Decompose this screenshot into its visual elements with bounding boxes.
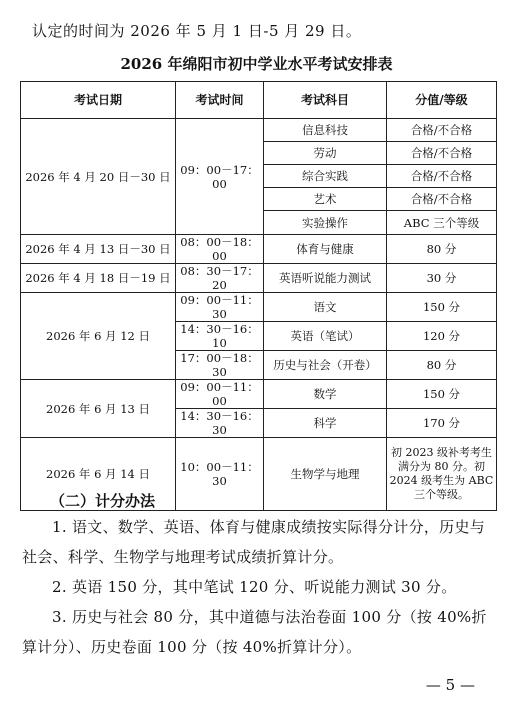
exam-score: 合格/不合格 xyxy=(387,165,497,188)
exam-subject: 科学 xyxy=(264,409,387,438)
intro-text: 认定的时间为 2026 年 5 月 1 日-5 月 29 日。 xyxy=(32,22,362,40)
paragraph: 2. 英语 150 分，其中笔试 120 分、听说能力测试 30 分。 xyxy=(52,578,457,596)
exam-time: 09：00－11：30 xyxy=(176,293,264,322)
header-date: 考试日期 xyxy=(21,82,176,119)
table-title: 2026 年绵阳市初中学业水平考试安排表 xyxy=(120,55,393,73)
paragraph: 1. 语文、数学、英语、体育与健康成绩按实际得分计分，历史与社会、科学、生物学与地理考试成绩折算计分。 xyxy=(22,518,486,566)
exam-date: 2026 年 6 月 13 日 xyxy=(21,380,176,438)
paragraph: 3. 历史与社会 80 分，其中道德与法治卷面 100 分（按 40%折算计分）、历史卷面 100 分（按 40%折算计分）。 xyxy=(22,608,487,656)
exam-score: 120 分 xyxy=(387,322,497,351)
exam-subject: 综合实践 xyxy=(264,165,387,188)
exam-time: 17：00－18：30 xyxy=(176,351,264,380)
exam-time: 10：00－11：30 xyxy=(176,438,264,511)
table-row xyxy=(21,119,497,142)
section-title: （二）计分办法 xyxy=(50,492,156,510)
exam-score: 合格/不合格 xyxy=(387,142,497,165)
exam-schedule-table xyxy=(20,81,497,511)
exam-score: 30 分 xyxy=(387,264,497,293)
table-row xyxy=(21,293,497,322)
table-row xyxy=(21,264,497,293)
exam-subject: 语文 xyxy=(264,293,387,322)
exam-date: 2026 年 4 月 20 日－30 日 xyxy=(21,119,176,235)
exam-time: 08：30－17：20 xyxy=(176,264,264,293)
exam-time: 14：30－16：30 xyxy=(176,409,264,438)
exam-time: 08：00－18：00 xyxy=(176,235,264,264)
exam-subject: 实验操作 xyxy=(264,211,387,235)
exam-score: 合格/不合格 xyxy=(387,188,497,211)
exam-subject: 英语（笔试） xyxy=(264,322,387,351)
exam-score: 80 分 xyxy=(387,351,497,380)
exam-score: 170 分 xyxy=(387,409,497,438)
header-subject: 考试科目 xyxy=(264,82,387,119)
exam-score: 150 分 xyxy=(387,293,497,322)
exam-subject: 艺术 xyxy=(264,188,387,211)
exam-subject: 英语听说能力测试 xyxy=(264,264,387,293)
exam-date: 2026 年 6 月 14 日 xyxy=(21,438,176,511)
exam-score-note: 初 2023 级补考考生满分为 80 分。初 2024 级考生为 ABC 三个等级。 xyxy=(387,438,497,511)
page-number: — 5 — xyxy=(425,676,475,694)
exam-score: 80 分 xyxy=(387,235,497,264)
exam-time: 09：00－17：00 xyxy=(176,119,264,235)
table-header-row xyxy=(21,82,497,119)
exam-subject: 生物学与地理 xyxy=(264,438,387,511)
exam-date: 2026 年 4 月 13 日－30 日 xyxy=(21,235,176,264)
exam-time: 09：00－11：00 xyxy=(176,380,264,409)
table-row xyxy=(21,235,497,264)
table-row xyxy=(21,380,497,409)
exam-time: 14：30－16：10 xyxy=(176,322,264,351)
exam-subject: 信息科技 xyxy=(264,119,387,142)
header-score: 分值/等级 xyxy=(387,82,497,119)
exam-score: ABC 三个等级 xyxy=(387,211,497,235)
exam-date: 2026 年 4 月 18 日－19 日 xyxy=(21,264,176,293)
exam-subject: 历史与社会（开卷） xyxy=(264,351,387,380)
exam-date: 2026 年 6 月 12 日 xyxy=(21,293,176,380)
exam-subject: 劳动 xyxy=(264,142,387,165)
exam-score: 合格/不合格 xyxy=(387,119,497,142)
exam-subject: 体育与健康 xyxy=(264,235,387,264)
exam-subject: 数学 xyxy=(264,380,387,409)
exam-score: 150 分 xyxy=(387,380,497,409)
header-time: 考试时间 xyxy=(176,82,264,119)
